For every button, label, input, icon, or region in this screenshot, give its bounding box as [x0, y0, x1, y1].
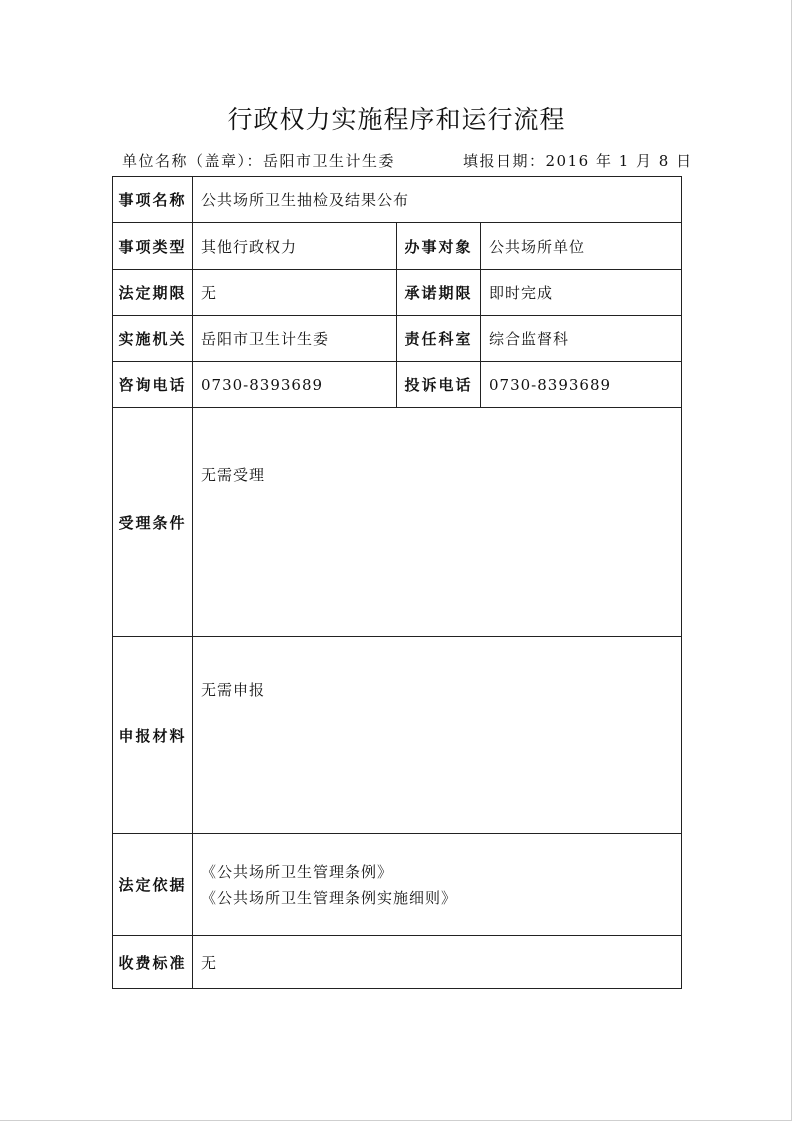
consult-phone-value: 0730-8393689 — [193, 362, 397, 408]
basis-line-1: 《公共场所卫生管理条例》 — [201, 862, 394, 881]
table-row — [113, 637, 682, 834]
item-name-value: 公共场所卫生抽检及结果公布 — [193, 177, 682, 223]
complaint-phone-label: 投诉电话 — [397, 362, 481, 408]
agency-value: 岳阳市卫生计生委 — [193, 316, 397, 362]
materials-value: 无需申报 — [201, 681, 266, 699]
table-row — [113, 270, 682, 316]
table-row — [113, 834, 682, 936]
item-type-label: 事项类型 — [113, 223, 193, 270]
basis-label: 法定依据 — [113, 834, 193, 936]
target-label: 办事对象 — [397, 223, 481, 270]
item-type-value: 其他行政权力 — [193, 223, 397, 270]
conditions-value: 无需受理 — [201, 466, 266, 484]
basis-line-2: 《公共场所卫生管理条例实施细则》 — [201, 888, 458, 907]
target-value: 公共场所单位 — [481, 223, 682, 270]
info-table — [112, 176, 682, 989]
conditions-cell — [193, 408, 682, 637]
materials-cell — [193, 637, 682, 834]
fees-label: 收费标准 — [113, 936, 193, 989]
complaint-phone-value: 0730-8393689 — [481, 362, 682, 408]
department-label: 责任科室 — [397, 316, 481, 362]
conditions-label: 受理条件 — [113, 408, 193, 637]
promised-period-label: 承诺期限 — [397, 270, 481, 316]
table-row — [113, 223, 682, 270]
fees-value: 无 — [193, 936, 682, 989]
table-row — [113, 316, 682, 362]
legal-period-label: 法定期限 — [113, 270, 193, 316]
promised-period-value: 即时完成 — [481, 270, 682, 316]
basis-cell — [193, 834, 682, 936]
table-row — [113, 177, 682, 223]
table-row — [113, 362, 682, 408]
agency-label: 实施机关 — [113, 316, 193, 362]
legal-period-value: 无 — [193, 270, 397, 316]
document-title: 行政权力实施程序和运行流程 — [227, 105, 566, 134]
department-value: 综合监督科 — [481, 316, 682, 362]
table-row — [113, 408, 682, 637]
table-row — [113, 936, 682, 989]
consult-phone-label: 咨询电话 — [113, 362, 193, 408]
materials-label: 申报材料 — [113, 637, 193, 834]
item-name-label: 事项名称 — [113, 177, 193, 223]
fill-date: 填报日期：2016 年 1 月 8 日 — [463, 152, 693, 170]
unit-name: 单位名称（盖章）：岳阳市卫生计生委 — [122, 152, 396, 170]
